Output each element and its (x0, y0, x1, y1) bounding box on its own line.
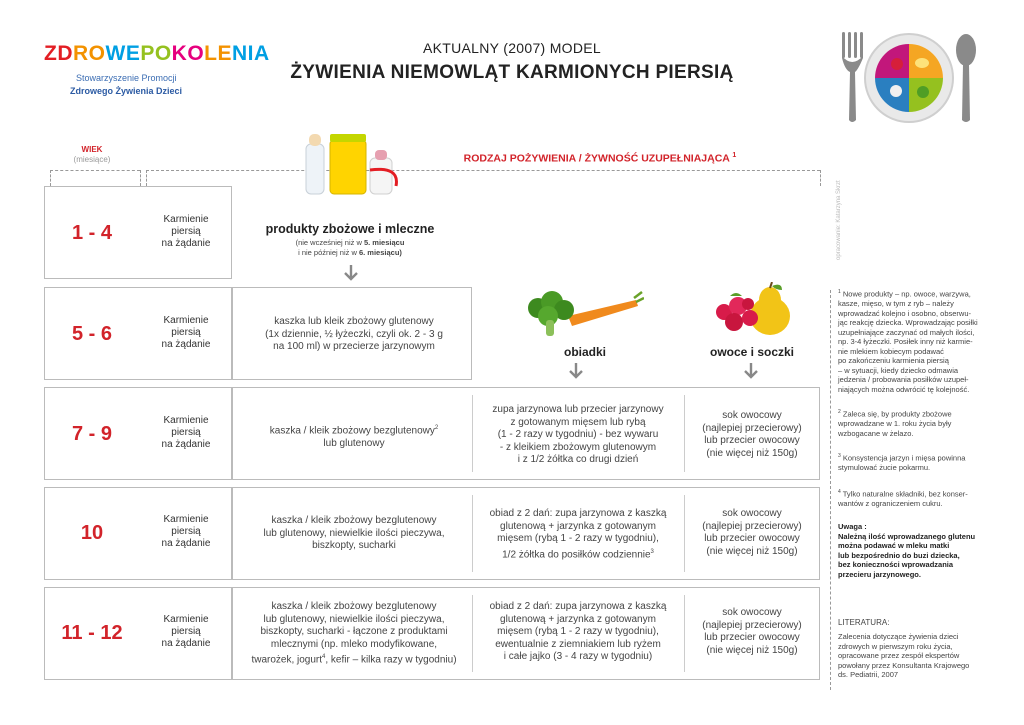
cell-line: lub glutenowy, niewielkie ilości pieczywa, (263, 613, 445, 625)
literature-line: zdrowych w pierwszym roku życia, (838, 641, 953, 651)
literature-title: LITERATURA: (838, 618, 890, 627)
cell-line: sok owocowy (722, 607, 782, 618)
bf-line: Karmienie (163, 514, 209, 525)
row-4-divider-1 (472, 495, 473, 572)
cell-line (476, 546, 680, 562)
grain-note-bold: 6. miesiącu) (358, 248, 402, 257)
footnote-num: 2 (838, 409, 841, 415)
footnote-ref-2: 2 (434, 425, 439, 431)
logo-part-4: PO (140, 42, 172, 65)
cell-line: obiad z 2 dań: zupa jarzynowa z kaszką (489, 601, 667, 612)
warning-title: Uwaga : (838, 522, 867, 531)
row-5-grain-text (238, 601, 470, 667)
cell-line: (nie więcej niż 150g) (706, 545, 798, 557)
cell-line: kaszka / kleik zbożowy bezglutenowy (271, 515, 437, 526)
cell-line: i całe jajko (3 - 4 razy w tygodniu) (503, 651, 653, 662)
breastfeeding-text-3 (140, 415, 232, 451)
bf-line: Karmienie (163, 614, 209, 625)
cell-line: na 100 ml) w przecierze jarzynowym (273, 341, 435, 352)
literature-text (838, 632, 988, 680)
footnote-line: wprowadzać kolejno i osobno, obserwu- (838, 308, 971, 318)
warning-line: Należną ilość wprowadzanego glutenu (838, 531, 976, 541)
row-3-fruit-text (688, 410, 816, 460)
bf-line: na żądanie (161, 339, 211, 350)
cell-line: - z kleikiem zbożowym glutenowym (499, 441, 657, 453)
footnote-line: jedzenia / probowania posiłków uzupeł- (838, 375, 969, 384)
cell-line: z gotowanym mięsem lub rybą (510, 416, 646, 428)
warning-line: można podawać w mleku matki (838, 541, 950, 550)
age-value-1: 1 - 4 (71, 222, 113, 244)
row-5-divider-1 (472, 595, 473, 672)
bf-line: na żądanie (161, 538, 211, 549)
cell-line: sok owocowy (722, 410, 782, 421)
cell-line: glutenową + jarzynka z gotowanym (500, 520, 656, 532)
vegetables-label: obiadki (563, 345, 606, 359)
logo-part-3: WE (105, 42, 141, 65)
logo-subtitle-1: Stowarzyszenie Promocji (76, 73, 177, 83)
age-header-rule (50, 170, 140, 171)
footnote-line: Nowe produkty – np. owoce, warzywa, (842, 289, 971, 299)
footnote-line: kasze, mięso, w tym z ryb – należy (838, 299, 954, 308)
bf-line: piersią (171, 226, 201, 237)
breastfeeding-text-5 (140, 614, 232, 650)
spoon-icon (956, 34, 976, 122)
age-value-3: 7 - 9 (71, 423, 113, 445)
bf-line: Karmienie (163, 315, 209, 326)
warning-line: przecieru jarzynowego. (838, 569, 921, 579)
footnote-line: uzupełniające zaczynać od małych ilości, (838, 327, 975, 337)
grain-note-bold: 5. miesiącu (363, 238, 405, 247)
footnote-line: niających można odwrócić tę kolejność. (838, 384, 970, 394)
footnote-line: wzbogacane w żelazo. (838, 428, 914, 438)
age-value-2: 5 - 6 (71, 323, 113, 345)
raspberry-pear-icon (712, 282, 794, 336)
footnote-1 (838, 288, 988, 394)
row-3-grain-text (240, 422, 468, 450)
down-arrow-icon (342, 264, 360, 282)
credit-text (836, 160, 848, 270)
footnote-line: np. 3-4 łyżeczki. Posiłek inny niż karmie- (838, 337, 973, 346)
cell-line: biszkopty, sucharki (312, 540, 396, 551)
bf-line: piersią (171, 327, 201, 338)
grain-note-line-2 (240, 248, 460, 258)
bf-line: Karmienie (163, 415, 209, 426)
row-4-veg-text (476, 508, 680, 561)
breastfeeding-text-4 (140, 514, 232, 550)
footnote-line: Konsystencja jarzyn i mięsa powinna (842, 453, 966, 463)
age-header: WIEK (81, 145, 103, 154)
cell-line: (nie więcej niż 150g) (706, 644, 798, 656)
grain-note-text: (nie wcześniej niż w (295, 238, 364, 247)
cell-line: lub glutenowy (323, 437, 385, 449)
type-header-rule (146, 170, 820, 171)
bf-line: piersią (171, 626, 201, 637)
footnote-line: wantów z ograniczeniem cukru. (838, 499, 943, 508)
logo-part-2: RO (73, 42, 106, 65)
cell-line (238, 651, 470, 667)
plate-icon (834, 28, 984, 128)
footnote-line: Zaleca się, by produkty zbożowe (842, 409, 952, 419)
literature-line: opracowane przez zespół ekspertów (838, 651, 960, 660)
age-header-rule-left (50, 170, 51, 186)
fruits-label: owoce i soczki (709, 345, 795, 359)
cell-line: sok owocowy (722, 508, 782, 519)
row-3-divider-2 (684, 395, 685, 472)
row-3-veg-text (476, 404, 680, 467)
cell-line: i z 1/2 żółtka co drugi dzień (517, 454, 639, 465)
page-title: ŻYWIENIA NIEMOWLĄT KARMIONYCH PIERSIĄ (290, 62, 734, 83)
age-value-4: 10 (80, 522, 104, 544)
cell-line: lub przecier owocowy (704, 632, 800, 643)
row-4-fruit-text (688, 508, 816, 558)
sidebar-rule (830, 290, 831, 690)
cell-line: glutenową + jarzynka z gotowanym (500, 613, 656, 625)
cell-line-text: , kefir – kilka razy w tygodniu) (325, 654, 457, 666)
bf-line: Karmienie (163, 214, 209, 225)
literature-line: Zalecenia dotyczące żywienia dzieci (838, 632, 959, 641)
cell-line-text: kaszka / kleik zbożowy bezglutenowy (269, 425, 435, 437)
broccoli-carrot-icon (524, 290, 644, 338)
cell-line: mlecznymi (np. mleko modyfikowane, (270, 638, 438, 650)
row-3-divider-1 (472, 395, 473, 472)
breastfeeding-text-1 (140, 214, 232, 250)
footnote-line: po zakończeniu karmienia piersią (838, 356, 949, 365)
logo-part-5: KO (171, 42, 205, 65)
cell-line (240, 422, 468, 438)
cell-line-text: twarożek, jogurt (251, 654, 323, 666)
grain-note-text: i nie później niż w (298, 248, 359, 257)
age-header-rule-right (140, 170, 141, 186)
cell-line: (nie więcej niż 150g) (706, 447, 798, 459)
cell-line: lub przecier owocowy (704, 533, 800, 544)
cell-line: biszkopty, sucharki - łączone z produktami (260, 626, 448, 637)
row-4-grain-text (240, 515, 468, 553)
bottles-icon (296, 130, 406, 198)
food-type-header (360, 152, 840, 165)
cell-line: (1x dziennie, ½ łyżeczki, czyli ok. 2 - 3 g (265, 328, 443, 340)
logo-part-7: NIA (232, 42, 270, 65)
down-arrow-icon (742, 362, 760, 380)
footnote-line: – w sytuacji, kiedy dziecko odmawia (838, 365, 959, 375)
row-5-veg-text (476, 601, 680, 664)
age-value-5: 11 - 12 (61, 622, 123, 644)
footnote-line: stymulować żucie pokarmu. (838, 463, 931, 472)
fork-icon (842, 32, 863, 122)
credit-label: opracowanie: Katarzyna Skrzt (836, 180, 842, 260)
down-arrow-icon (567, 362, 585, 380)
footnote-2 (838, 408, 988, 438)
cell-line: (najlepiej przecierowy) (702, 520, 802, 532)
bf-line: na żądanie (161, 638, 211, 649)
cell-line: lub przecier owocowy (704, 435, 800, 446)
footnote-line: Tylko naturalne składniki, bez konser- (842, 489, 968, 499)
cell-line: lub glutenowy, niewielkie ilości pieczywa, (263, 527, 445, 539)
cell-line: ewentualnie z ziemniakiem lub ryżem (495, 638, 661, 650)
cell-line-text: 1/2 żółtka do posiłków codziennie (502, 548, 651, 560)
footnote-line: wprowadzane w 1. roku życia były (838, 419, 952, 428)
footnote-ref-4: 4 (322, 654, 326, 660)
grain-note-line-1 (240, 238, 460, 248)
cell-line: kaszka / kleik zbożowy bezglutenowy (271, 601, 437, 612)
footnote-num: 3 (838, 453, 841, 459)
logo-part-6: LE (204, 42, 233, 65)
cell-line: obiad z 2 dań: zupa jarzynowa z kaszką (489, 508, 667, 519)
footnote-line: jąc reakcję dziecka. Wprowadzając posiłki (838, 318, 978, 327)
food-type-header-text: RODZAJ POŻYWIENIA / ŻYWNOŚĆ UZUPEŁNIAJĄCA (463, 152, 730, 165)
row-2-grain-text (240, 316, 468, 354)
warning-line: bez konieczności wprowadzania (838, 560, 954, 569)
title-subtitle: AKTUALNY (2007) MODEL (423, 40, 601, 56)
row-5-fruit-text (688, 607, 816, 657)
footnote-ref-3: 3 (650, 548, 654, 555)
cell-line: mięsem (rybą 1 - 2 razy w tygodniu), (497, 533, 659, 544)
bf-line: piersią (171, 427, 201, 438)
footnote-line: nie mlekiem kobiecym podawać (838, 346, 944, 356)
type-header-rule-left (146, 170, 147, 186)
cell-line: (1 - 2 razy w tygodniu) - bez wywaru (497, 429, 659, 440)
footnote-3 (838, 452, 988, 473)
logo-subtitle-2: Zdrowego Żywienia Dzieci (70, 86, 183, 96)
bf-line: piersią (171, 526, 201, 537)
cell-line: zupa jarzynowa lub przecier jarzynowy (492, 404, 664, 415)
bf-line: na żądanie (161, 439, 211, 450)
type-header-rule-right (820, 170, 821, 186)
cell-line: (najlepiej przecierowy) (702, 619, 802, 631)
warning-line: lub bezpośrednio do buzi dziecka, (838, 550, 960, 560)
grain-section-note (240, 238, 460, 258)
cell-line: (najlepiej przecierowy) (702, 422, 802, 434)
literature-line: powołany przez Konsultanta Krajowego (838, 660, 970, 670)
footnote-ref-1: 1 (732, 152, 737, 159)
age-header-sub: (miesiące) (73, 155, 111, 164)
bf-line: na żądanie (161, 238, 211, 249)
footnote-num: 1 (838, 289, 841, 295)
row-4-divider-2 (684, 495, 685, 572)
breastfeeding-text-2 (140, 315, 232, 351)
grain-section-title: produkty zbożowe i mleczne (265, 222, 435, 236)
cell-line: mięsem (rybą 1 - 2 razy w tygodniu), (497, 626, 659, 637)
literature-line: ds. Pediatrii, 2007 (838, 670, 899, 679)
logo-part-1: ZD (44, 42, 73, 65)
footnote-num: 4 (838, 489, 841, 495)
row-5-divider-2 (684, 595, 685, 672)
warning-note (838, 522, 988, 579)
cell-line: kaszka lub kleik zbożowy glutenowy (274, 316, 434, 327)
footnote-4 (838, 488, 988, 509)
